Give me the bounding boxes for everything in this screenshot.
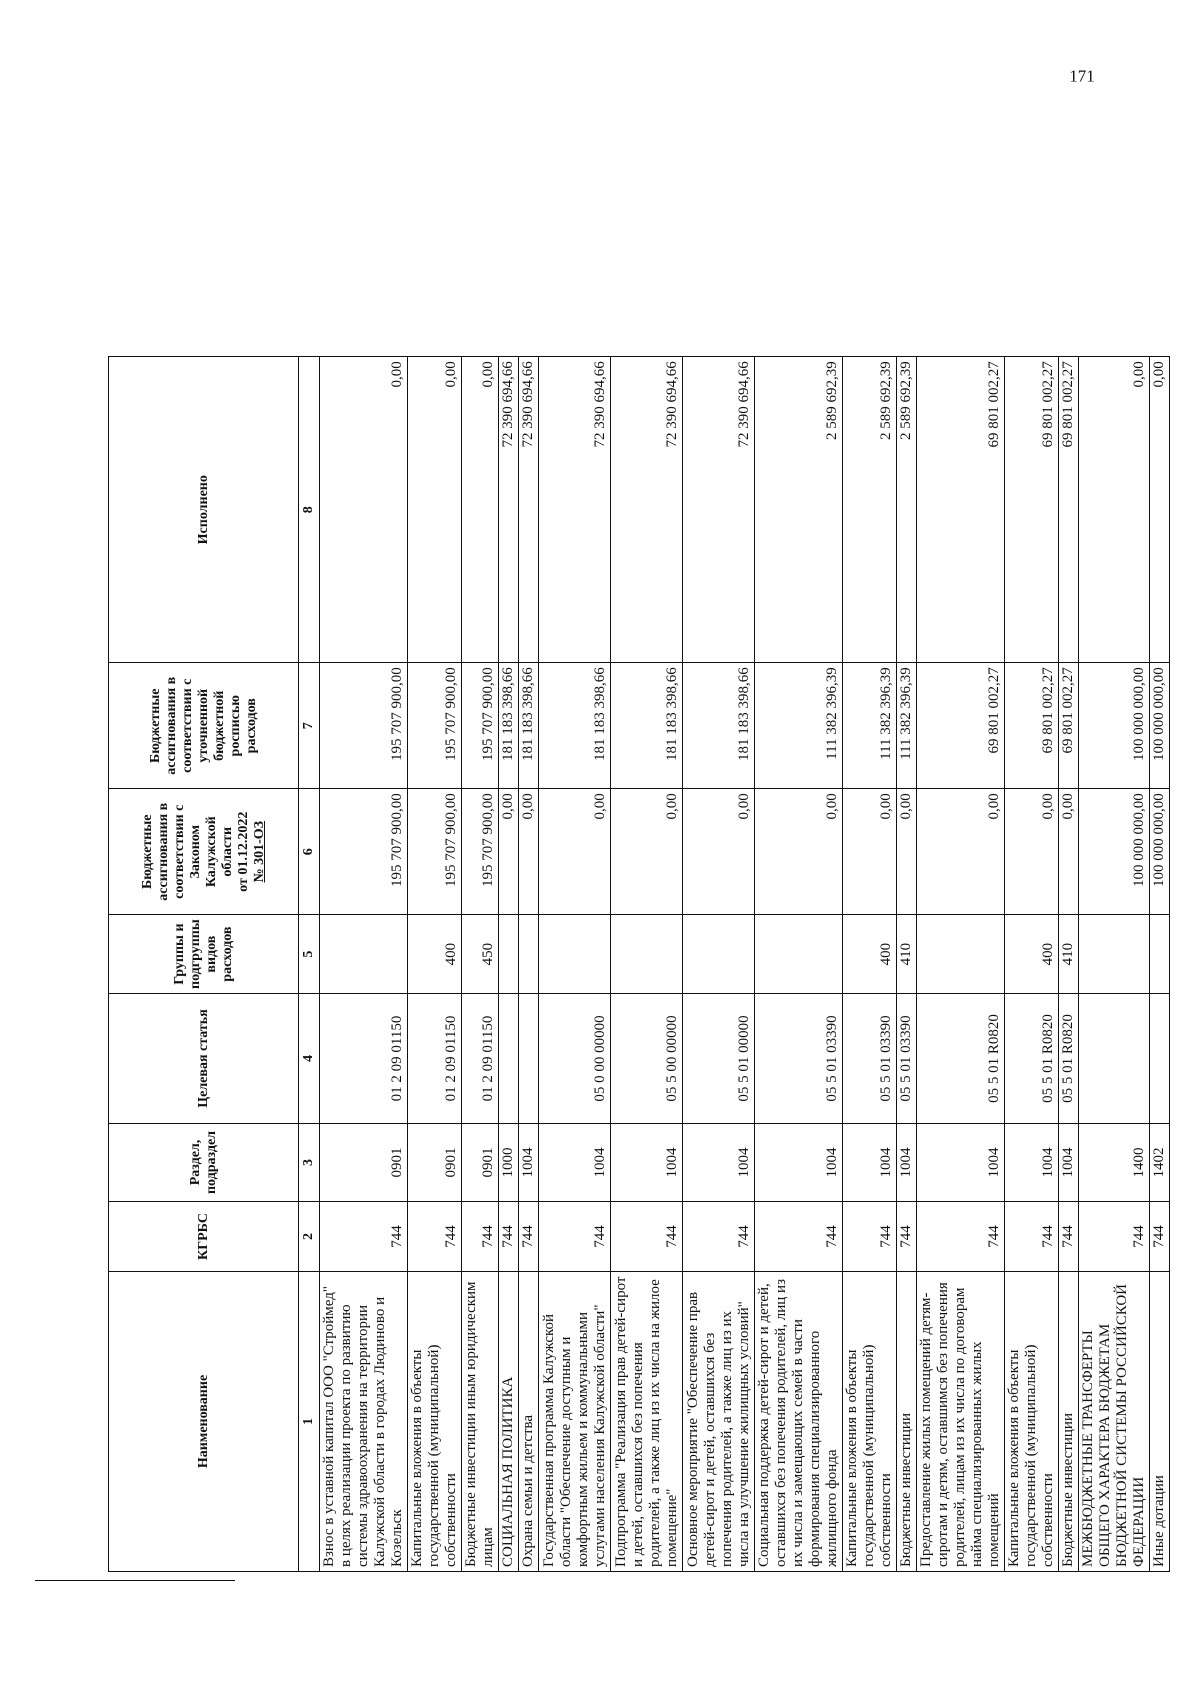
row-name: Социальная поддержка детей-сирот и детей, оставшихся без попечения родителей, лиц из их числа и замещающих семей в части формирования специализированного жилищного фонда bbox=[755, 1272, 843, 1572]
row-name: Капитальные вложения в объекты государственной (муниципальной) собственности bbox=[1005, 1272, 1059, 1572]
header-kgrbs: КГРБС bbox=[109, 1202, 299, 1272]
row-kgrbs: 744 bbox=[462, 1202, 499, 1272]
row-law-amount: 0,00 bbox=[519, 789, 539, 915]
row-target-article: 05 5 01 00000 bbox=[683, 994, 755, 1124]
row-target-article: 05 5 00 00000 bbox=[611, 994, 683, 1124]
row-name: Основное мероприятие "Обеспечение прав детей-сирот и детей, оставшихся без попечения родителей, а также лиц из их числа на улучшение жилищных условий" bbox=[683, 1272, 755, 1572]
row-law-amount: 195 707 900,00 bbox=[408, 789, 462, 915]
row-target-article: 05 5 01 03390 bbox=[843, 994, 897, 1124]
row-executed-amount: 69 801 002,27 bbox=[1005, 357, 1059, 663]
header-expense-groups: Группы и подгруппы видов расходов bbox=[109, 915, 299, 994]
row-razdel: 1004 bbox=[1059, 1124, 1079, 1202]
row-target-article: 05 0 00 00000 bbox=[539, 994, 611, 1124]
row-name: Иные дотации bbox=[1150, 1272, 1170, 1572]
row-executed-amount: 2 589 692,39 bbox=[843, 357, 897, 663]
row-refined-amount: 69 801 002,27 bbox=[917, 663, 1005, 789]
row-law-amount: 195 707 900,00 bbox=[462, 789, 499, 915]
column-number: 6 bbox=[299, 789, 320, 915]
row-executed-amount: 2 589 692,39 bbox=[897, 357, 917, 663]
row-target-article bbox=[519, 994, 539, 1124]
header-law-assignments bbox=[109, 789, 299, 915]
row-refined-amount: 195 707 900,00 bbox=[320, 663, 408, 789]
row-razdel: 1004 bbox=[519, 1124, 539, 1202]
row-target-article: 05 5 01 03390 bbox=[897, 994, 917, 1124]
row-razdel: 1004 bbox=[755, 1124, 843, 1202]
row-name: Подпрограмма "Реализация прав детей-сирот и детей, оставшихся без попечения родителей, а также лиц из их числа на жилое помещение" bbox=[611, 1272, 683, 1572]
row-kgrbs: 744 bbox=[917, 1202, 1005, 1272]
row-executed-amount: 72 390 694,66 bbox=[499, 357, 519, 663]
row-executed-amount: 69 801 002,27 bbox=[1059, 357, 1079, 663]
row-law-amount: 0,00 bbox=[1005, 789, 1059, 915]
row-executed-amount: 72 390 694,66 bbox=[539, 357, 611, 663]
row-refined-amount: 195 707 900,00 bbox=[462, 663, 499, 789]
row-expense-group bbox=[1150, 915, 1170, 994]
row-executed-amount: 2 589 692,39 bbox=[755, 357, 843, 663]
row-expense-group: 410 bbox=[897, 915, 917, 994]
row-law-amount: 0,00 bbox=[917, 789, 1005, 915]
row-refined-amount: 181 183 398,66 bbox=[611, 663, 683, 789]
row-kgrbs: 744 bbox=[611, 1202, 683, 1272]
column-number: 4 bbox=[299, 994, 320, 1124]
row-refined-amount: 195 707 900,00 bbox=[408, 663, 462, 789]
row-name: Государственная программа Калужской области "Обеспечение доступным и комфортным жильем и коммунальными услугами населения Калужской области" bbox=[539, 1272, 611, 1572]
row-law-amount: 0,00 bbox=[755, 789, 843, 915]
row-razdel: 1400 bbox=[1079, 1124, 1150, 1202]
row-executed-amount: 0,00 bbox=[462, 357, 499, 663]
column-number: 8 bbox=[299, 357, 320, 663]
row-name: Предоставление жилых помещений детям-сиротам и детям, оставшимся без попечения родителей, лицам из их числа по договорам найма специализированных жилых помещений bbox=[917, 1272, 1005, 1572]
row-executed-amount: 72 390 694,66 bbox=[683, 357, 755, 663]
row-razdel: 1402 bbox=[1150, 1124, 1170, 1202]
row-name: Капитальные вложения в объекты государственной (муниципальной) собственности bbox=[843, 1272, 897, 1572]
row-refined-amount: 69 801 002,27 bbox=[1059, 663, 1079, 789]
row-refined-amount: 181 183 398,66 bbox=[499, 663, 519, 789]
row-expense-group bbox=[611, 915, 683, 994]
row-target-article: 01 2 09 01150 bbox=[462, 994, 499, 1124]
row-kgrbs: 744 bbox=[320, 1202, 408, 1272]
row-expense-group bbox=[917, 915, 1005, 994]
row-kgrbs: 744 bbox=[408, 1202, 462, 1272]
table-row bbox=[320, 357, 408, 1572]
row-law-amount: 0,00 bbox=[683, 789, 755, 915]
row-expense-group bbox=[1079, 915, 1150, 994]
column-number: 7 bbox=[299, 663, 320, 789]
row-expense-group bbox=[320, 915, 408, 994]
row-law-amount: 0,00 bbox=[499, 789, 519, 915]
row-expense-group: 400 bbox=[843, 915, 897, 994]
table-row bbox=[539, 357, 611, 1572]
table-row bbox=[843, 357, 897, 1572]
row-kgrbs: 744 bbox=[755, 1202, 843, 1272]
row-razdel: 1004 bbox=[843, 1124, 897, 1202]
header-razdel: Раздел, подраздел bbox=[109, 1124, 299, 1202]
row-razdel: 1004 bbox=[1005, 1124, 1059, 1202]
row-executed-amount: 0,00 bbox=[1150, 357, 1170, 663]
row-razdel: 1004 bbox=[917, 1124, 1005, 1202]
row-refined-amount: 100 000 000,00 bbox=[1150, 663, 1170, 789]
column-number: 5 bbox=[299, 915, 320, 994]
row-refined-amount: 111 382 396,39 bbox=[755, 663, 843, 789]
row-name: Взнос в уставной капитал ООО "Строймед" в целях реализации проекта по развитию системы здравоохранения на территории Калужской области в городах Людиново и Козельск bbox=[320, 1272, 408, 1572]
row-name: Бюджетные инвестиции bbox=[1059, 1272, 1079, 1572]
row-refined-amount: 111 382 396,39 bbox=[897, 663, 917, 789]
table-row bbox=[917, 357, 1005, 1572]
row-name: Капитальные вложения в объекты государственной (муниципальной) собственности bbox=[408, 1272, 462, 1572]
row-executed-amount: 0,00 bbox=[408, 357, 462, 663]
row-razdel: 1004 bbox=[539, 1124, 611, 1202]
row-razdel: 1004 bbox=[611, 1124, 683, 1202]
row-kgrbs: 744 bbox=[539, 1202, 611, 1272]
row-razdel: 1004 bbox=[683, 1124, 755, 1202]
row-target-article: 01 2 09 01150 bbox=[320, 994, 408, 1124]
row-razdel: 0901 bbox=[408, 1124, 462, 1202]
row-name: Бюджетные инвестиции bbox=[897, 1272, 917, 1572]
table-row bbox=[1079, 357, 1150, 1572]
row-name: СОЦИАЛЬНАЯ ПОЛИТИКА bbox=[499, 1272, 519, 1572]
table-body bbox=[320, 357, 1170, 1572]
row-kgrbs: 744 bbox=[843, 1202, 897, 1272]
table-row bbox=[755, 357, 843, 1572]
column-number-row bbox=[299, 357, 320, 1572]
row-refined-amount: 181 183 398,66 bbox=[683, 663, 755, 789]
row-target-article bbox=[1150, 994, 1170, 1124]
row-expense-group bbox=[499, 915, 519, 994]
row-razdel: 1004 bbox=[897, 1124, 917, 1202]
column-number: 2 bbox=[299, 1202, 320, 1272]
header-law-line3: № 301-ОЗ bbox=[251, 820, 267, 883]
row-expense-group bbox=[539, 915, 611, 994]
row-kgrbs: 744 bbox=[1005, 1202, 1059, 1272]
row-refined-amount: 111 382 396,39 bbox=[843, 663, 897, 789]
table-row bbox=[1150, 357, 1170, 1572]
budget-table bbox=[108, 356, 1170, 1572]
row-kgrbs: 744 bbox=[1059, 1202, 1079, 1272]
row-razdel: 0901 bbox=[462, 1124, 499, 1202]
header-refined-assignments: Бюджетные ассигнования в соответствии с уточненной бюджетной росписью расходов bbox=[109, 663, 299, 789]
row-expense-group: 400 bbox=[408, 915, 462, 994]
header-target-article: Целевая статья bbox=[109, 994, 299, 1124]
row-kgrbs: 744 bbox=[897, 1202, 917, 1272]
row-target-article: 05 5 01 03390 bbox=[755, 994, 843, 1124]
row-kgrbs: 744 bbox=[519, 1202, 539, 1272]
row-expense-group: 400 bbox=[1005, 915, 1059, 994]
row-executed-amount: 69 801 002,27 bbox=[917, 357, 1005, 663]
column-number: 3 bbox=[299, 1124, 320, 1202]
footnote-divider bbox=[35, 1580, 235, 1581]
row-law-amount: 0,00 bbox=[611, 789, 683, 915]
row-razdel: 1000 bbox=[499, 1124, 519, 1202]
table-row bbox=[683, 357, 755, 1572]
row-kgrbs: 744 bbox=[499, 1202, 519, 1272]
row-executed-amount: 0,00 bbox=[1079, 357, 1150, 663]
row-kgrbs: 744 bbox=[1079, 1202, 1150, 1272]
table-row bbox=[897, 357, 917, 1572]
row-target-article: 05 5 01 R0820 bbox=[917, 994, 1005, 1124]
row-name: МЕЖБЮДЖЕТНЫЕ ТРАНСФЕРТЫ ОБЩЕГО ХАРАКТЕРА БЮДЖЕТАМ БЮДЖЕТНОЙ СИСТЕМЫ РОССИЙСКОЙ ФЕДЕРАЦИИ bbox=[1079, 1272, 1150, 1572]
row-executed-amount: 72 390 694,66 bbox=[519, 357, 539, 663]
row-law-amount: 0,00 bbox=[897, 789, 917, 915]
row-law-amount: 100 000 000,00 bbox=[1079, 789, 1150, 915]
row-expense-group: 410 bbox=[1059, 915, 1079, 994]
header-executed: Исполнено bbox=[109, 357, 299, 663]
row-law-amount: 0,00 bbox=[1059, 789, 1079, 915]
row-kgrbs: 744 bbox=[1150, 1202, 1170, 1272]
table-row bbox=[499, 357, 519, 1572]
table-row bbox=[1059, 357, 1079, 1572]
row-kgrbs: 744 bbox=[683, 1202, 755, 1272]
row-expense-group bbox=[683, 915, 755, 994]
row-razdel: 0901 bbox=[320, 1124, 408, 1202]
header-name: Наименование bbox=[109, 1272, 299, 1572]
table-row bbox=[611, 357, 683, 1572]
row-executed-amount: 0,00 bbox=[320, 357, 408, 663]
table-row bbox=[519, 357, 539, 1572]
row-law-amount: 0,00 bbox=[539, 789, 611, 915]
header-law-line2: от 01.12.2022 bbox=[235, 811, 251, 892]
row-refined-amount: 100 000 000,00 bbox=[1079, 663, 1150, 789]
row-expense-group bbox=[755, 915, 843, 994]
row-target-article bbox=[1079, 994, 1150, 1124]
row-name: Бюджетные инвестиции иным юридическим лицам bbox=[462, 1272, 499, 1572]
row-law-amount: 0,00 bbox=[843, 789, 897, 915]
column-number: 1 bbox=[299, 1272, 320, 1572]
row-law-amount: 195 707 900,00 bbox=[320, 789, 408, 915]
table-row bbox=[462, 357, 499, 1572]
row-refined-amount: 181 183 398,66 bbox=[519, 663, 539, 789]
row-target-article: 05 5 01 R0820 bbox=[1005, 994, 1059, 1124]
row-name: Охрана семьи и детства bbox=[519, 1272, 539, 1572]
row-expense-group bbox=[519, 915, 539, 994]
row-target-article: 01 2 09 01150 bbox=[408, 994, 462, 1124]
row-refined-amount: 69 801 002,27 bbox=[1005, 663, 1059, 789]
row-expense-group: 450 bbox=[462, 915, 499, 994]
row-refined-amount: 181 183 398,66 bbox=[539, 663, 611, 789]
row-executed-amount: 72 390 694,66 bbox=[611, 357, 683, 663]
table-row bbox=[408, 357, 462, 1572]
row-target-article: 05 5 01 R0820 bbox=[1059, 994, 1079, 1124]
row-target-article bbox=[499, 994, 519, 1124]
header-law-line1: Бюджетные ассигнования в соответствии с Законом Калужской области bbox=[139, 802, 235, 901]
table-row bbox=[1005, 357, 1059, 1572]
row-law-amount: 100 000 000,00 bbox=[1150, 789, 1170, 915]
page-number: 171 bbox=[1069, 66, 1095, 86]
